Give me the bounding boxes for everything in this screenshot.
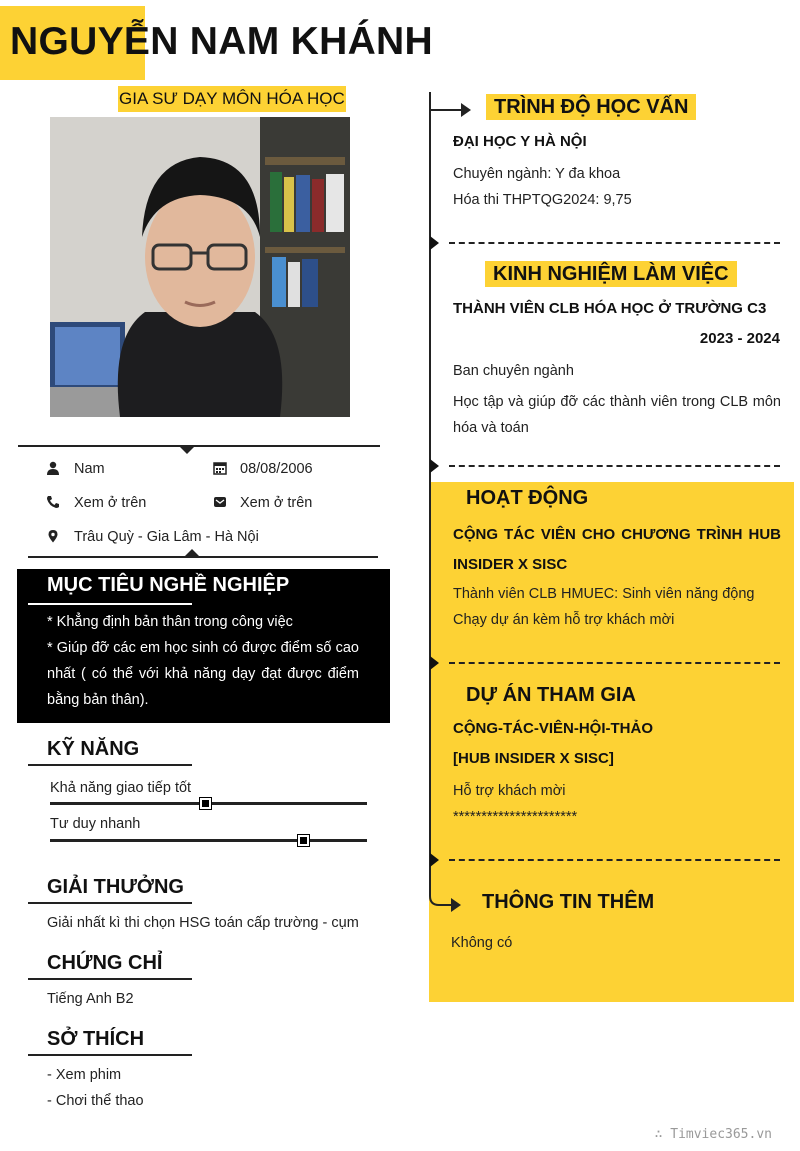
awards-underline bbox=[28, 902, 192, 904]
experience-position: THÀNH VIÊN CLB HÓA HỌC Ở TRƯỜNG C3 bbox=[453, 300, 767, 317]
section-divider-1 bbox=[449, 242, 780, 244]
birthday-value: 08/08/2006 bbox=[240, 461, 313, 477]
hobbies-underline bbox=[28, 1054, 192, 1056]
info-top-arrow bbox=[179, 446, 195, 454]
phone-value: Xem ở trên bbox=[74, 495, 147, 511]
experience-dept: Ban chuyên ngành bbox=[453, 363, 574, 379]
experience-title-text: KINH NGHIỆM LÀM VIỆC bbox=[485, 261, 737, 287]
skill-1-knob bbox=[200, 798, 211, 809]
person-icon bbox=[46, 461, 60, 475]
objective-underline bbox=[28, 603, 192, 605]
section-divider-4 bbox=[449, 859, 780, 861]
projects-name-2: [HUB INSIDER X SISC] bbox=[453, 750, 614, 767]
objective-line-1: * Khẳng định bản thân trong công việc bbox=[47, 614, 293, 630]
objective-line-2: * Giúp đỡ các em học sinh có được điểm số cao nhất ( có thể với khả năng dạy đạt được điểm bằng bản thân). bbox=[47, 640, 359, 708]
objective-text bbox=[47, 609, 359, 713]
timeline-bottom-arrow-icon bbox=[429, 880, 465, 916]
awards-text: Giải nhất kì thi chọn HSG toán cấp trường - cụm bbox=[47, 915, 359, 931]
education-title bbox=[486, 96, 696, 119]
section-divider-2 bbox=[449, 465, 780, 467]
projects-line-2: ********************** bbox=[453, 809, 578, 825]
phone-icon bbox=[46, 495, 60, 509]
skills-title: KỸ NĂNG bbox=[47, 738, 140, 760]
timeline-top-arrow-icon bbox=[429, 100, 473, 120]
gender-value: Nam bbox=[74, 461, 105, 477]
certificates-underline bbox=[28, 978, 192, 980]
skill-2-label: Tư duy nhanh bbox=[50, 816, 141, 832]
objective-title: MỤC TIÊU NGHỀ NGHIỆP bbox=[47, 574, 290, 596]
certificates-text: Tiếng Anh B2 bbox=[47, 991, 134, 1007]
address-value: Trâu Quỳ - Gia Lâm - Hà Nội bbox=[74, 529, 259, 545]
skill-2-knob bbox=[298, 835, 309, 846]
info-bottom-line bbox=[28, 556, 378, 558]
experience-desc: Học tập và giúp đỡ các thành viên trong CLB môn hóa và toán bbox=[453, 394, 781, 436]
location-icon bbox=[46, 529, 60, 543]
timeline-line bbox=[429, 92, 431, 892]
job-title: GIA SƯ DẠY MÔN HÓA HỌC bbox=[118, 86, 346, 112]
awards-title: GIẢI THƯỞNG bbox=[47, 876, 184, 898]
timeline-marker-2 bbox=[430, 459, 439, 473]
email-icon bbox=[213, 495, 227, 509]
email-value: Xem ở trên bbox=[240, 495, 313, 511]
watermark: ∴ Timviec365.vn bbox=[654, 1127, 772, 1142]
projects-title: DỰ ÁN THAM GIA bbox=[466, 684, 636, 706]
projects-name-1: CỘNG-TÁC-VIÊN-HỘI-THẢO bbox=[453, 720, 653, 737]
timeline-marker-1 bbox=[430, 236, 439, 250]
experience-title bbox=[485, 263, 737, 286]
certificates-title: CHỨNG CHỈ bbox=[47, 952, 163, 974]
timeline-marker-3 bbox=[430, 656, 439, 670]
activities-line-1: Thành viên CLB HMUEC: Sinh viên năng động bbox=[453, 586, 755, 602]
experience-period: 2023 - 2024 bbox=[699, 330, 780, 347]
skills-underline bbox=[28, 764, 192, 766]
projects-line-1: Hỗ trợ khách mời bbox=[453, 783, 566, 799]
activities-line-2: Chạy dự án kèm hỗ trợ khách mời bbox=[453, 612, 675, 628]
more-info-title: THÔNG TIN THÊM bbox=[482, 891, 655, 913]
activities-title: HOẠT ĐỘNG bbox=[466, 487, 589, 509]
timeline-marker-4 bbox=[430, 853, 439, 867]
section-divider-3 bbox=[449, 662, 780, 664]
education-title-text: TRÌNH ĐỘ HỌC VẤN bbox=[486, 94, 696, 120]
skill-2-track bbox=[50, 839, 367, 842]
hobby-2: - Chơi thể thao bbox=[47, 1093, 144, 1109]
skill-1-label: Khả năng giao tiếp tốt bbox=[50, 780, 192, 796]
education-major: Chuyên ngành: Y đa khoa bbox=[453, 166, 621, 182]
more-info-text: Không có bbox=[451, 935, 513, 951]
activities-name: CỘNG TÁC VIÊN CHO CHƯƠNG TRÌNH HUB INSIDER X SISC bbox=[453, 526, 781, 573]
calendar-icon bbox=[213, 461, 227, 475]
education-score: Hóa thi THPTQG2024: 9,75 bbox=[453, 192, 632, 208]
profile-photo bbox=[50, 117, 350, 417]
info-top-line bbox=[18, 445, 380, 447]
education-school: ĐẠI HỌC Y HÀ NỘI bbox=[453, 133, 587, 150]
candidate-name: NGUYỄN NAM KHÁNH bbox=[10, 20, 433, 63]
hobby-1: - Xem phim bbox=[47, 1067, 122, 1083]
hobbies-title: SỞ THÍCH bbox=[47, 1028, 145, 1050]
